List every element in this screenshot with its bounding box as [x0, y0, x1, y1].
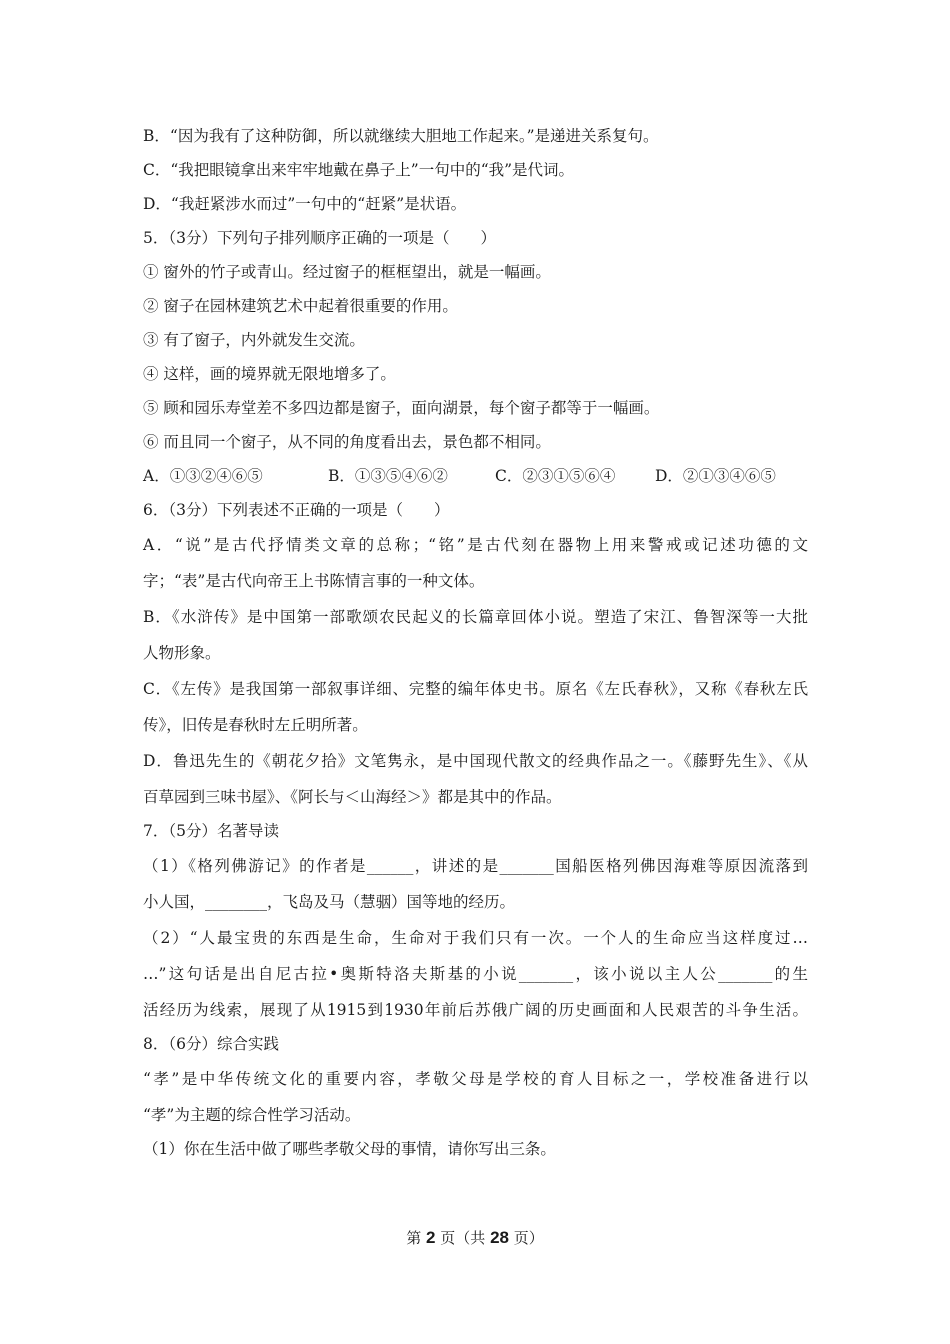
q5-option-b: B．①③⑤④⑥② — [328, 467, 448, 485]
q5-sentence-5: ⑤ 顾和园乐寿堂差不多四边都是窗子，面向湖景，每个窗子都等于一幅画。 — [143, 399, 660, 417]
q5-sentence-6: ⑥ 而且同一个窗子，从不同的角度看出去，景色都不相同。 — [143, 433, 551, 451]
footer-middle: 页（共 — [440, 1229, 486, 1247]
footer-total-pages: 28 — [490, 1228, 509, 1247]
q8-heading: 8．（6分）综合实践 — [143, 1035, 279, 1053]
q4-option-b: B．“因为我有了这种防御，所以就继续大胆地工作起来。”是递进关系复句。 — [143, 127, 659, 145]
q5-sentence-2: ② 窗子在园林建筑艺术中起着很重要的作用。 — [143, 297, 458, 315]
q7-part2-line1: （2）“人最宝贵的东西是生命，生命对于我们只有一次。一个人的生命应当这样度过… — [143, 929, 808, 947]
q6-option-b-line1: B．《水浒传》是中国第一部歌颂农民起义的长篇章回体小说。塑造了宋江、鲁智深等一大批 — [143, 608, 808, 626]
q5-option-d: D．②①③④⑥⑤ — [655, 467, 776, 485]
q6-option-a-line2: 字；“表”是古代向帝王上书陈情言事的一种文体。 — [143, 572, 485, 590]
q6-option-d-line2: 百草园到三味书屋》、《阿长与＜山海经＞》都是其中的作品。 — [143, 788, 562, 806]
q7-heading: 7．（5分）名著导读 — [143, 822, 279, 840]
q5-option-a: A．①③②④⑥⑤ — [143, 467, 263, 485]
q8-intro-line1: “孝”是中华传统文化的重要内容，孝敬父母是学校的育人目标之一，学校准备进行以 — [143, 1070, 808, 1088]
q5-sentence-4: ④ 这样，画的境界就无限地增多了。 — [143, 365, 396, 383]
footer-page-number: 2 — [426, 1228, 436, 1247]
q4-option-c: C．“我把眼镜拿出来牢牢地戴在鼻子上”一句中的“我”是代词。 — [143, 161, 575, 179]
q8-intro-line2: “孝”为主题的综合性学习活动。 — [143, 1106, 361, 1124]
footer-suffix: 页） — [513, 1229, 544, 1247]
footer-prefix: 第 — [406, 1229, 422, 1247]
q5-sentence-3: ③ 有了窗子，内外就发生交流。 — [143, 331, 365, 349]
page-footer — [0, 1228, 950, 1248]
q4-option-d: D．“我赶紧涉水而过”一句中的“赶紧”是状语。 — [143, 195, 467, 213]
q5-sentence-1: ① 窗外的竹子或青山。经过窗子的框框望出，就是一幅画。 — [143, 263, 551, 281]
q6-option-d-line1: D．鲁迅先生的《朝花夕拾》文笔隽永，是中国现代散文的经典作品之一。《藤野先生》、《从 — [143, 752, 808, 770]
q7-part1-line2: 小人国，________，飞岛及马（慧骃）国等地的经历。 — [143, 893, 516, 911]
q6-option-a-line1: A．“说”是古代抒情类文章的总称；“铭”是古代刻在器物上用来警戒或记述功德的文 — [143, 536, 808, 554]
q6-option-c-line2: 传》，旧传是春秋时左丘明所著。 — [143, 716, 368, 734]
q6-heading: 6．（3分）下列表述不正确的一项是（ ） — [143, 501, 450, 519]
q6-option-c-line1: C．《左传》是我国第一部叙事详细、完整的编年体史书。原名《左氏春秋》，又称《春秋左氏 — [143, 680, 808, 698]
q5-option-c: C．②③①⑤⑥④ — [495, 467, 616, 485]
q8-part1: （1）你在生活中做了哪些孝敬父母的事情，请你写出三条。 — [143, 1140, 556, 1158]
q7-part1-line1: （1）《格列佛游记》的作者是______，讲述的是_______国船医格列佛因海难等原因流落到 — [143, 857, 808, 875]
q7-part2-line2: …”这句话是出自尼古拉•奥斯特洛夫斯基的小说_______，该小说以主人公_______的生 — [143, 965, 808, 983]
q5-heading: 5．（3分）下列句子排列顺序正确的一项是（ ） — [143, 229, 496, 247]
q7-part2-line3: 活经历为线索，展现了从1915到1930年前后苏俄广阔的历史画面和人民艰苦的斗争生活。 — [143, 1001, 808, 1019]
q6-option-b-line2: 人物形象。 — [143, 644, 221, 662]
